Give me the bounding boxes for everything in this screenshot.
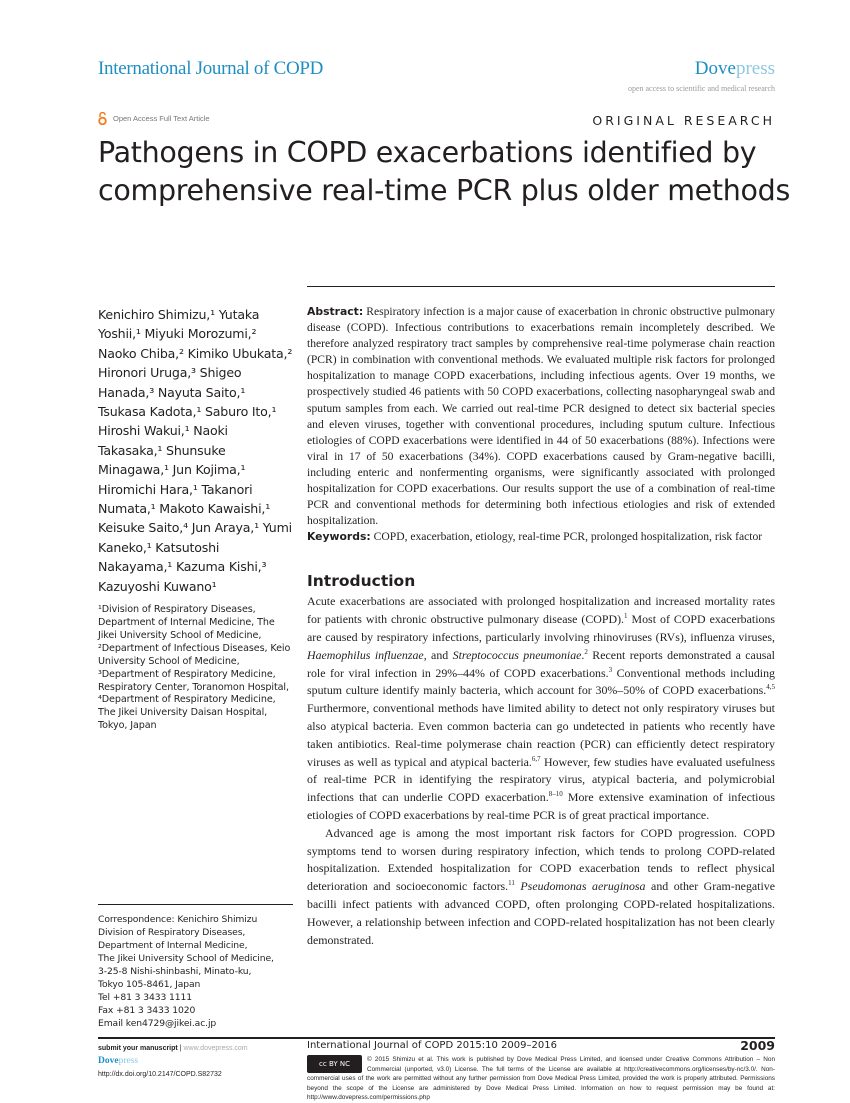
correspondence-email[interactable]: Email ken4729@jikei.ac.jp <box>98 1018 217 1029</box>
introduction-body <box>307 593 775 949</box>
correspondence-line: Correspondence: Kenichiro Shimizu <box>98 914 258 925</box>
citation-ref[interactable]: 3 <box>608 665 613 674</box>
right-column <box>307 286 775 949</box>
footer-dovepress-logo: Dovepress <box>98 1056 139 1066</box>
correspondence-line: The Jikei University School of Medicine, <box>98 953 274 964</box>
publisher-tagline: open access to scientific and medical research <box>627 84 775 93</box>
open-access-text: Open Access Full Text Article <box>113 114 210 123</box>
doi-link[interactable]: http://dx.doi.org/10.2147/COPD.S82732 <box>98 1071 222 1078</box>
journal-name: International Journal of COPD <box>98 58 324 79</box>
correspondence-line: Department of Internal Medicine, <box>98 940 248 951</box>
footer-left: submit your manuscript | www.dovepress.com Dovepress http://dx.doi.org/10.2147/COPD.S82732 <box>98 1042 248 1081</box>
submit-manuscript-link[interactable]: submit your manuscript <box>98 1045 178 1052</box>
correspondence-line: Division of Respiratory Diseases, <box>98 927 246 938</box>
section-heading-introduction: Introduction <box>307 572 416 591</box>
citation-ref[interactable]: 2 <box>584 647 588 656</box>
article-type: ORIGINAL RESEARCH <box>592 113 775 128</box>
open-access-lock-icon <box>98 112 107 125</box>
license-block <box>307 1055 775 1103</box>
keywords: COPD, exacerbation, etiology, real-time PCR, prolonged hospitalization, risk factor <box>373 530 763 544</box>
journal-citation: International Journal of COPD 2015:10 2009–2016 <box>307 1040 557 1051</box>
correspondence-line: Tel +81 3 3433 1111 <box>98 992 193 1003</box>
abstract <box>307 286 775 545</box>
abstract-label: Abstract: <box>307 305 364 318</box>
footer-divider <box>98 1037 775 1039</box>
publisher-press: press <box>735 58 775 79</box>
affiliations: ¹Division of Respiratory Diseases, Department of Internal Medicine, The Jikei University School of Medicine, ²Department of Infectious Diseases, Keio University School of Medicine, ³Department of Respiratory Medicine, Respiratory Center, Toranomon Hospital, ⁴Department of Respiratory Medicine, The Jikei University Daisan Hospital, Tokyo, Japan <box>98 604 291 732</box>
publisher-logo <box>695 58 775 80</box>
correspondence-line: 3-25-8 Nishi-shinbashi, Minato-ku, <box>98 966 252 977</box>
submit-url[interactable]: www.dovepress.com <box>183 1045 248 1052</box>
paragraph: Acute exacerbations are associated with prolonged hospitalization and increased mortality rates for patients with chronic obstructive pulmonary disease (COPD).$^1$ Most of COPD exacerbations are caused by respiratory infections, particularly involving rhinoviruses (RVs), influenza viruses, Haemophilus influenzae, and Streptococcus pneumoniae.$^2$ Recent reports demonstrated a causal role for viral infection in 29%–44% of COPD exacerbations.$^3$ Conventional methods including sputum culture identify mainly bacteria, which account for 30%–50% of COPD exacerbations.$^{4,5}$ Furthermore, conventional methods have limited ability to detect not only respiratory viruses but also atypical bacteria. Even common bacteria can go undetected in patients who recently have taken antibiotics. Real-time polymerase chain reaction (PCR) can efficiently detect respiratory viruses as well as typical and atypical bacteria.$^{6,7}$ However, few studies have evaluated usefulness of real-time PCR in identifying the respiratory virus, atypical bacteria, and polymicrobial infections that can underlie COPD exacerbation.$^{8-10}$ More extensive examination of infectious etiologies of COPD exacerbations by real-time PCR is of great practical importance. <box>307 594 776 822</box>
license-text: © 2015 Shimizu et al. This work is published by Dove Medical Press Limited, and licensed under Creative Commons Attribution – Non Commercial (unported, v3.0) License. The full terms of the License are available at http://creativecommons.org/licenses/by-nc/3.0/. Non-commercial uses of the work are permitted without any further permission from Dove Medical Press Limited, provided the work is properly attributed. Permissions beyond the scope of the License are administered by Dove Medical Press Limited. Information on how to request permission may be found at: http://www.dovepress.com/permissions.php <box>307 1056 775 1102</box>
author-list: Kenichiro Shimizu,¹ Yutaka Yoshii,¹ Miyuki Morozumi,² Naoko Chiba,² Kimiko Ubukata,² Hironori Uruga,³ Shigeo Hanada,³ Nayuta Saito,¹ Tsukasa Kadota,¹ Saburo Ito,¹ Hiroshi Wakui,¹ Naoki Takasaka,¹ Shunsuke Minagawa,¹ Jun Kojima,¹ Hiromichi Hara,¹ Takanori Numata,¹ Makoto Kawaishi,¹ Keisuke Saito,⁴ Jun Araya,¹ Yumi Kaneko,¹ Katsutoshi Nakayama,¹ Kazuma Kishi,³ Kazuyoshi Kuwano¹ <box>98 307 293 594</box>
correspondence-line: Tokyo 105-8461, Japan <box>98 979 201 990</box>
citation-ref[interactable]: 4,5 <box>766 683 775 692</box>
paragraph: Advanced age is among the most important risk factors for COPD progression. COPD symptoms tend to worsen during respiratory infection, which tends to prolong COPD-related hospitalization. Extended hospitalization for COPD exacerbation tends to reflect physical deterioration and socioeconomic factors.$^{11}$ Pseudomonas aeruginosa and other Gram-negative bacilli infect patients with advanced COPD, often prolonging COPD-related hospitalizations. However, a relationship between infection and COPD-related hospitalization has not been clearly demonstrated. <box>307 825 775 947</box>
article-title: Pathogens in COPD exacerbations identified by comprehensive real-time PCR plus older methods <box>98 136 791 207</box>
citation-ref[interactable]: 8–10 <box>548 790 563 799</box>
correspondence-line: Fax +81 3 3433 1020 <box>98 1005 196 1016</box>
citation-ref[interactable]: 11 <box>508 879 515 888</box>
citation-ref[interactable]: 1 <box>624 612 628 621</box>
citation-ref[interactable]: 6,7 <box>531 754 541 763</box>
creative-commons-badge-icon[interactable]: cc BY NC <box>307 1055 362 1073</box>
keywords-label: Keywords: <box>307 530 371 544</box>
left-column <box>98 305 293 1030</box>
publisher-dove: Dove <box>694 58 736 79</box>
correspondence <box>98 904 293 1030</box>
open-access-label <box>98 112 210 125</box>
abstract-text: Respiratory infection is a major cause of exacerbation in chronic obstructive pulmonary disease (COPD). Infectious contributions to exacerbations remain incompletely described. We therefore analyzed respiratory tract samples by comprehensive real-time polymerase chain reaction (PCR) in combination with conventional methods. We evaluated multiple risk factors for prolonged hospitalization to manage COPD exacerbations, including infectious agents. Over 19 months, we prospectively studied 46 patients with 50 COPD exacerbations, collecting nasopharyngeal swab and sputum samples from each. We carried out real-time PCR designed to detect six bacterial species and eleven viruses, together with conventional procedures, including sputum culture. Infectious etiologies of COPD exacerbations were identified in 44 of 50 exacerbations (88%). Infections were viral in 17 of 50 exacerbations (34%). COPD exacerbations caused by Gram-negative bacilli, including enteric and nonfermenting organisms, were significantly associated with prolonged hospitalization for COPD exacerbations. Our results support the use of a combination of real-time PCR and conventional methods for determining both infectious etiologies and risk of extended hospitalization. <box>307 305 775 528</box>
page-number: 2009 <box>740 1038 775 1053</box>
